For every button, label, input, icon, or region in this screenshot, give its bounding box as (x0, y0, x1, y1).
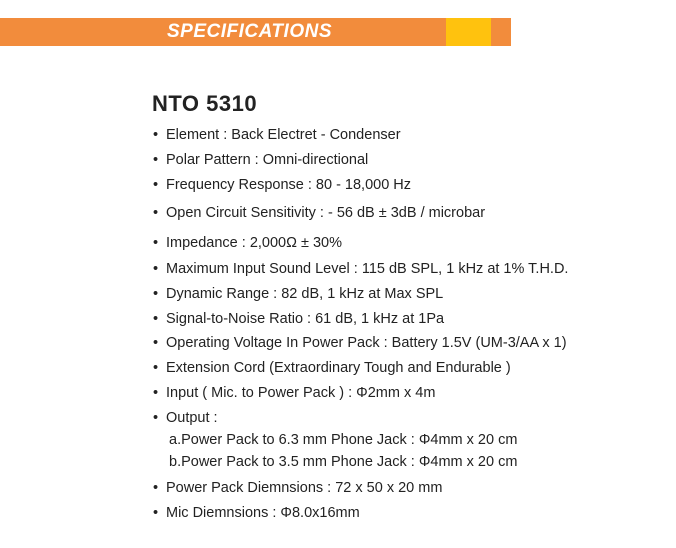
bullet: • (153, 286, 159, 302)
output-sub-item: b.Power Pack to 3.5 mm Phone Jack : Φ4mm x 20 cm (169, 454, 518, 470)
bullet: • (153, 205, 159, 221)
bullet: • (153, 127, 159, 143)
spec-text: Impedance : 2,000Ω ± 30% (166, 235, 342, 251)
spec-item (153, 384, 435, 402)
spec-item (153, 285, 443, 303)
bullet: • (153, 335, 159, 351)
specifications-banner (0, 18, 511, 46)
bullet: • (153, 505, 159, 521)
banner-accent-block (446, 18, 491, 46)
spec-text: Mic Diemnsions : Φ8.0x16mm (166, 505, 360, 521)
spec-text: Element : Back Electret - Condenser (166, 127, 401, 143)
spec-item (153, 359, 511, 377)
section-title: SPECIFICATIONS (167, 21, 332, 42)
spec-item (153, 151, 368, 169)
spec-text: Power Pack Diemnsions : 72 x 50 x 20 mm (166, 480, 443, 496)
bullet: • (153, 410, 159, 426)
spec-text: Open Circuit Sensitivity : - 56 dB ± 3dB / microbar (166, 205, 486, 221)
spec-text: Operating Voltage In Power Pack : Battery 1.5V (UM-3/AA x 1) (166, 335, 567, 351)
spec-text: Dynamic Range : 82 dB, 1 kHz at Max SPL (166, 286, 444, 302)
spec-item (153, 204, 485, 222)
spec-item (153, 234, 342, 252)
spec-text: Extension Cord (Extraordinary Tough and Endurable ) (166, 360, 511, 376)
spec-item (153, 504, 360, 522)
bullet: • (153, 360, 159, 376)
bullet: • (153, 177, 159, 193)
spec-text: Polar Pattern : Omni-directional (166, 152, 369, 168)
spec-item (153, 334, 567, 352)
bullet: • (153, 480, 159, 496)
spec-text: Frequency Response : 80 - 18,000 Hz (166, 177, 412, 193)
bullet: • (153, 261, 159, 277)
spec-text: Maximum Input Sound Level : 115 dB SPL, 1 kHz at 1% T.H.D. (166, 261, 569, 277)
spec-text: Output : (166, 410, 218, 426)
output-sub-item: a.Power Pack to 6.3 mm Phone Jack : Φ4mm x 20 cm (169, 432, 518, 448)
spec-item (153, 479, 442, 497)
bullet: • (153, 235, 159, 251)
bullet: • (153, 311, 159, 327)
model-name: NTO 5310 (152, 91, 258, 116)
bullet: • (153, 385, 159, 401)
spec-item (153, 310, 444, 328)
spec-item (153, 176, 411, 194)
spec-item (153, 126, 401, 144)
spec-text: Input ( Mic. to Power Pack ) : Φ2mm x 4m (166, 385, 436, 401)
spec-item (153, 260, 568, 278)
spec-item (153, 409, 218, 427)
spec-text: Signal-to-Noise Ratio : 61 dB, 1 kHz at 1Pa (166, 311, 445, 327)
bullet: • (153, 152, 159, 168)
